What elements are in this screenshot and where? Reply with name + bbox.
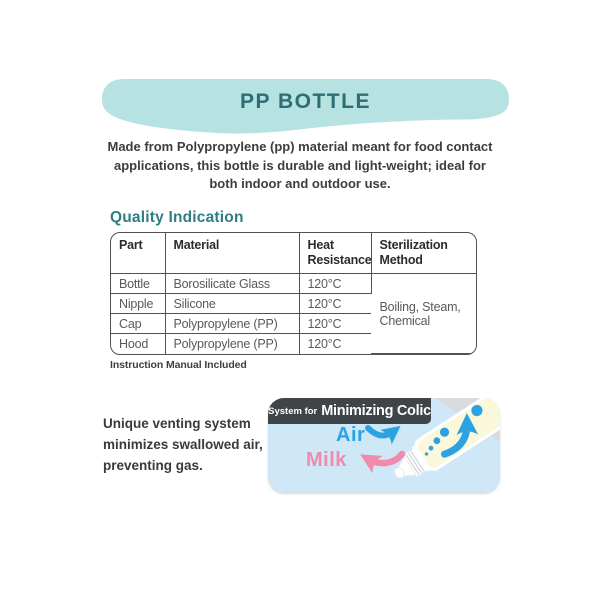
- air-label: Air: [336, 424, 366, 446]
- material-cell: Polypropylene (PP): [165, 334, 299, 354]
- sterilization-method-cell: Boiling, Steam, Chemical: [371, 274, 477, 354]
- material-cell: Polypropylene (PP): [165, 314, 299, 334]
- table-header-row: [111, 233, 477, 274]
- venting-description: Unique venting system minimizes swallowed air, preventing gas.: [103, 416, 263, 473]
- heat-resistance-cell: 120°C: [299, 314, 371, 334]
- part-cell: Hood: [111, 334, 165, 354]
- colic-banner: [268, 398, 431, 424]
- column-header-material: Material: [165, 233, 299, 274]
- quality-table: [110, 232, 477, 355]
- product-description: Made from Polypropylene (pp) material meant for food contact applications, this bottle is durable and light-weight; ideal for both indoor and outdoor use.: [107, 139, 493, 191]
- table-row: [111, 274, 477, 294]
- heat-resistance-cell: 120°C: [299, 294, 371, 314]
- material-cell: Borosilicate Glass: [165, 274, 299, 294]
- column-header-sterilization-method: Sterilization Method: [371, 233, 477, 274]
- part-cell: Bottle: [111, 274, 165, 294]
- part-cell: Nipple: [111, 294, 165, 314]
- column-header-part: Part: [111, 233, 165, 274]
- part-cell: Cap: [111, 314, 165, 334]
- page-title: PP BOTTLE: [240, 90, 371, 113]
- banner-prefix: System for: [268, 405, 318, 417]
- banner-title: Minimizing Colic: [321, 403, 431, 419]
- heat-resistance-cell: 120°C: [299, 274, 371, 294]
- colic-system-panel: [268, 398, 500, 492]
- quality-indication-heading: Quality Indication: [110, 209, 244, 226]
- material-cell: Silicone: [165, 294, 299, 314]
- heat-resistance-cell: 120°C: [307, 336, 342, 351]
- instruction-manual-note: Instruction Manual Included: [110, 359, 247, 371]
- header-blob: [102, 79, 509, 135]
- column-header-heat-resistance: Heat Resistance: [299, 233, 371, 274]
- milk-arrow-icon: [368, 454, 402, 463]
- milk-label: Milk: [306, 449, 347, 471]
- air-arrow-icon: [368, 428, 394, 436]
